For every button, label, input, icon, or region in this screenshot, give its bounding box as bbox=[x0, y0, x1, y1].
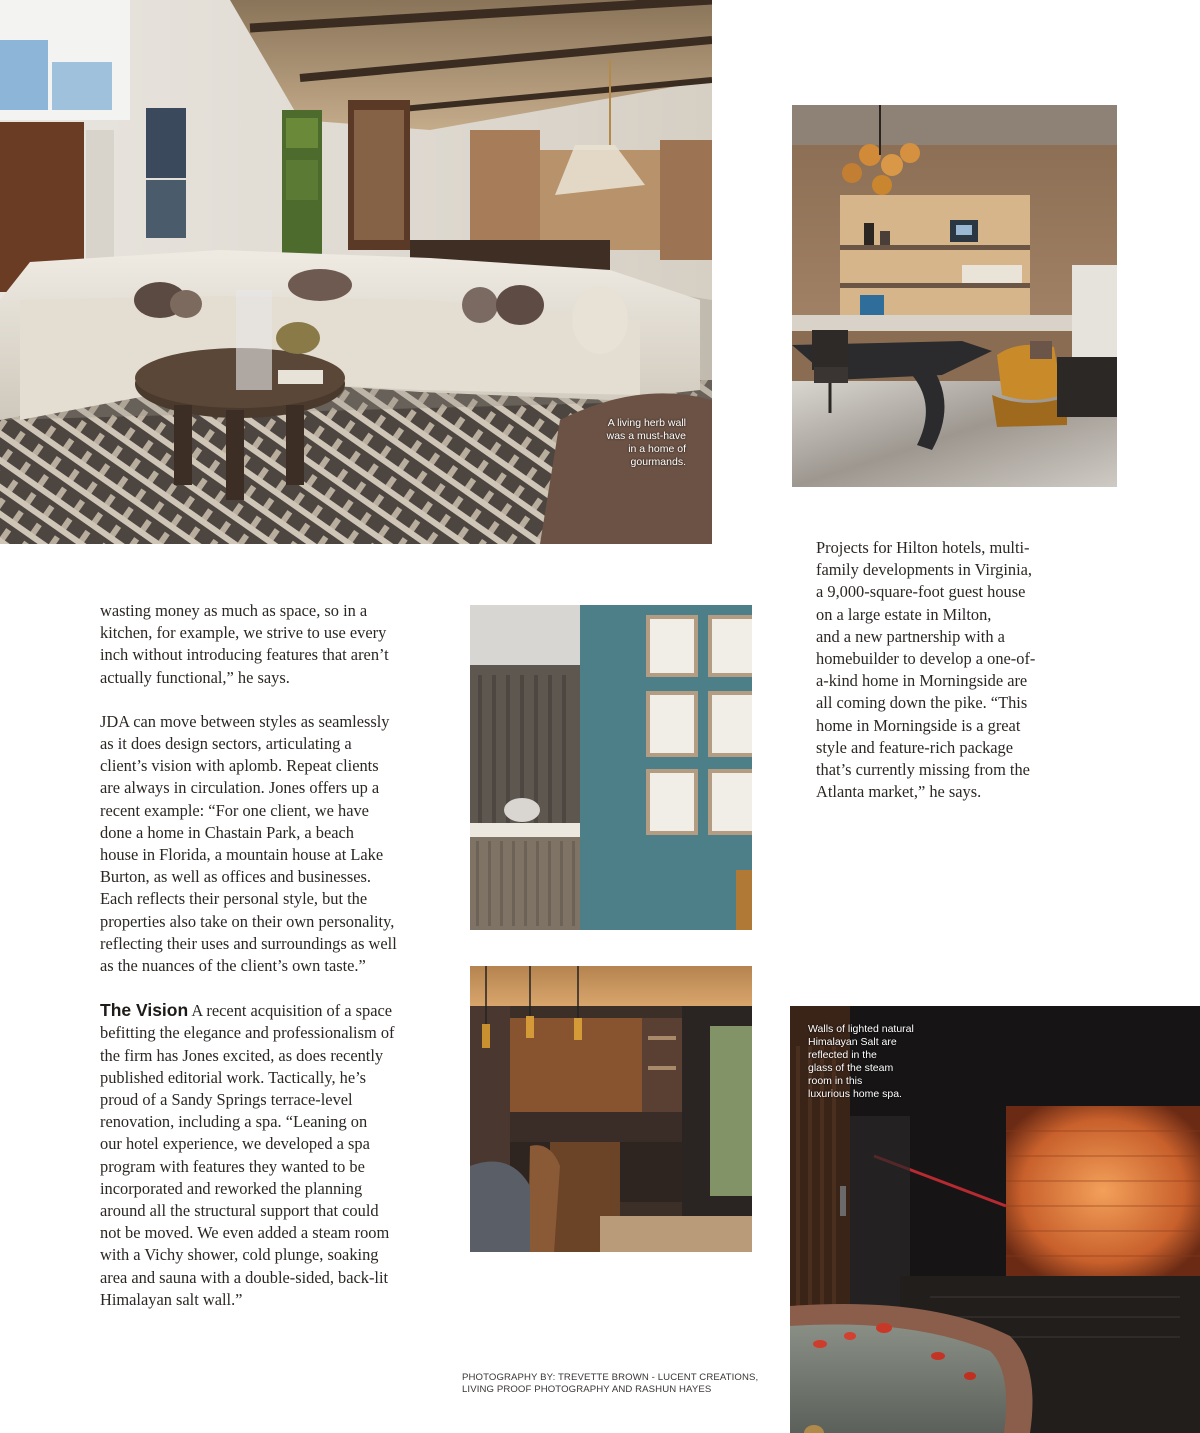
living-room-caption bbox=[580, 417, 686, 469]
text-line: done a home in Chastain Park, a beach bbox=[100, 822, 354, 842]
caption-line: gourmands. bbox=[630, 456, 686, 468]
office-photo bbox=[792, 105, 1117, 487]
text-line: Burton, as well as offices and businesses. bbox=[100, 867, 372, 887]
teal-wall-photo bbox=[470, 605, 752, 930]
paragraph bbox=[100, 600, 430, 689]
text-line: program with features they wanted to be bbox=[100, 1156, 365, 1176]
text-line: properties also take on their own personality, bbox=[100, 911, 395, 931]
text-line: with a Vichy shower, cold plunge, soaking bbox=[100, 1245, 379, 1265]
text-line: style and feature-rich package bbox=[816, 737, 1014, 757]
text-line: a 9,000-square-foot guest house bbox=[816, 582, 1026, 602]
article-right-column bbox=[816, 537, 1076, 803]
credit-line: PHOTOGRAPHY BY: TREVETTE BROWN - LUCENT CREATIONS, bbox=[462, 1372, 759, 1383]
text-line: renovation, including a spa. “Leaning on bbox=[100, 1112, 368, 1132]
text-line: reflecting their uses and surroundings as well bbox=[100, 933, 397, 953]
text-line: a-kind home in Morningside are bbox=[816, 671, 1028, 691]
text-line: recent example: “For one client, we have bbox=[100, 800, 369, 820]
text-line: Projects for Hilton hotels, multi- bbox=[816, 538, 1030, 557]
section-subhead: The Vision bbox=[100, 1000, 189, 1021]
text-line: actually functional,” he says. bbox=[100, 667, 290, 687]
paragraph bbox=[100, 711, 430, 977]
text-line: befitting the elegance and professionalism of bbox=[100, 1023, 395, 1043]
text-line: that’s currently missing from the bbox=[816, 760, 1030, 780]
text-line: Atlanta market,” he says. bbox=[816, 782, 982, 802]
text-line: Each reflects their personal style, but the bbox=[100, 889, 368, 909]
text-line: not be moved. We even added a steam room bbox=[100, 1223, 390, 1243]
caption-line: in a home of bbox=[628, 443, 686, 455]
caption-line: glass of the steam bbox=[808, 1062, 894, 1074]
caption-line: A living herb wall bbox=[607, 417, 686, 429]
paragraph bbox=[100, 999, 430, 1311]
text-fragment: A recent acquisition of a space bbox=[191, 1001, 393, 1021]
text-line bbox=[100, 999, 430, 1022]
text-line: kitchen, for example, we strive to use every bbox=[100, 623, 387, 643]
photo-credit bbox=[462, 1372, 782, 1396]
caption-line: luxurious home spa. bbox=[808, 1088, 902, 1100]
text-line: homebuilder to develop a one-of- bbox=[816, 649, 1036, 669]
text-line: and a new partnership with a bbox=[816, 626, 1005, 646]
text-line: all coming down the pike. “This bbox=[816, 693, 1028, 713]
text-line: around all the structural support that could bbox=[100, 1201, 379, 1221]
text-line: home in Morningside is a great bbox=[816, 715, 1021, 735]
caption-line: reflected in the bbox=[808, 1049, 877, 1061]
text-line: as the nuances of the client’s own taste.” bbox=[100, 956, 366, 976]
text-line: published editorial work. Tactically, he’s bbox=[100, 1067, 367, 1087]
text-line: house in Florida, a mountain house at Lake bbox=[100, 845, 384, 865]
text-line: wasting money as much as space, so in a bbox=[100, 601, 368, 620]
text-line: Himalayan salt wall.” bbox=[100, 1289, 243, 1309]
credit-line: LIVING PROOF PHOTOGRAPHY AND RASHUN HAYES bbox=[462, 1384, 712, 1395]
text-line: the firm has Jones excited, as does recently bbox=[100, 1045, 384, 1065]
text-line: our hotel experience, we developed a spa bbox=[100, 1134, 370, 1154]
kitchen-photo bbox=[470, 966, 752, 1252]
text-line: as it does design sectors, articulating a bbox=[100, 734, 352, 754]
caption-line: was a must-have bbox=[606, 430, 686, 442]
text-line: incorporated and reworked the planning bbox=[100, 1178, 363, 1198]
spa-caption bbox=[808, 1023, 948, 1101]
text-line: on a large estate in Milton, bbox=[816, 604, 992, 624]
caption-line: Walls of lighted natural bbox=[808, 1023, 914, 1035]
caption-line: Himalayan Salt are bbox=[808, 1036, 897, 1048]
text-line: proud of a Sandy Springs terrace-level bbox=[100, 1090, 353, 1110]
text-line: JDA can move between styles as seamlessly bbox=[100, 711, 390, 731]
article-left-column bbox=[100, 600, 430, 1311]
caption-line: room in this bbox=[808, 1075, 863, 1087]
text-line: family developments in Virginia, bbox=[816, 560, 1033, 580]
text-line: inch without introducing features that aren’t bbox=[100, 645, 389, 665]
text-line: client’s vision with aplomb. Repeat clients bbox=[100, 756, 379, 776]
text-line: are always in circulation. Jones offers up a bbox=[100, 778, 380, 798]
text-line: area and sauna with a double-sided, back-lit bbox=[100, 1267, 389, 1287]
